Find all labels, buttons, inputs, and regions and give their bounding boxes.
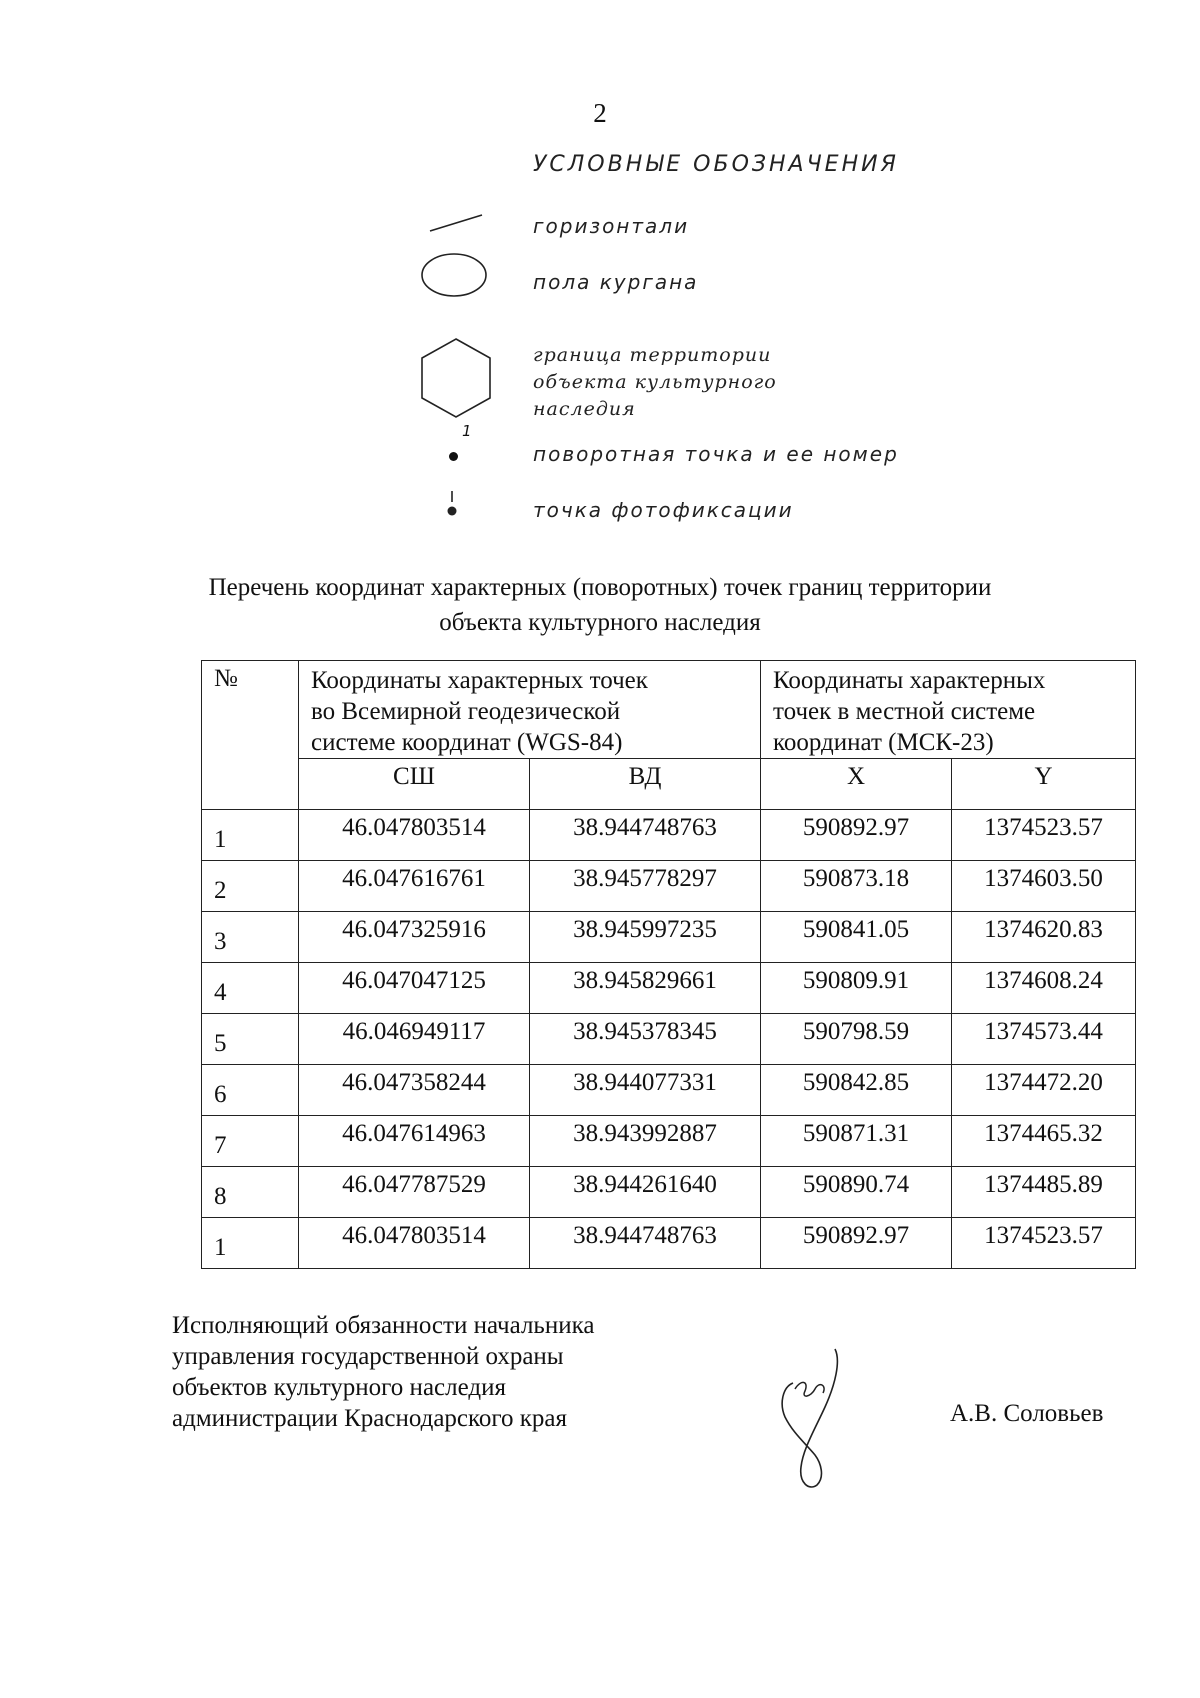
latitude-cell: 46.047616761 [299,861,530,912]
turning-point-number: 1 [462,422,472,440]
legend-title: УСЛОВНЫЕ ОБОЗНАЧЕНИЯ [533,152,899,177]
legend-label-boundary-line: наследия [533,398,636,420]
latitude-cell: 46.047325916 [299,912,530,963]
table-row [202,1167,1136,1218]
hexagon-icon [418,336,494,420]
header-wgs84-line: Координаты характерных точек [311,667,648,694]
turning-point-icon [444,422,474,472]
x-cell: 590890.74 [761,1167,952,1218]
longitude-cell: 38.945829661 [530,963,761,1014]
header-msk23-line: точек в местной системе [773,698,1036,725]
x-cell: 590892.97 [761,810,952,861]
x-cell: 590798.59 [761,1014,952,1065]
legend-label-boundary [533,342,777,423]
table-row [202,1014,1136,1065]
legend-label-boundary-line: граница территории [533,344,772,366]
x-cell: 590842.85 [761,1065,952,1116]
contour-line-icon [428,212,484,234]
signatory-name: А.В. Соловьев [950,1400,1104,1427]
page-number: 2 [593,98,607,128]
x-cell: 590873.18 [761,861,952,912]
photo-point-icon [442,488,462,522]
signatory-position-line: администрации Краснодарского края [172,1405,568,1432]
list-title-line: объекта культурного наследия [439,609,761,636]
y-cell: 1374485.89 [952,1167,1136,1218]
table-row [202,912,1136,963]
y-cell: 1374523.57 [952,1218,1136,1269]
table-row [202,1218,1136,1269]
coordinates-table [201,660,1136,1269]
x-cell: 590892.97 [761,1218,952,1269]
longitude-cell: 38.943992887 [530,1116,761,1167]
row-number: 8 [202,1167,299,1218]
latitude-cell: 46.047803514 [299,810,530,861]
longitude-cell: 38.944077331 [530,1065,761,1116]
longitude-cell: 38.944748763 [530,810,761,861]
row-number: 2 [202,861,299,912]
longitude-cell: 38.945778297 [530,861,761,912]
y-cell: 1374465.32 [952,1116,1136,1167]
turning-point-dot [449,452,458,461]
row-number: 3 [202,912,299,963]
table-row [202,963,1136,1014]
table-header-row [202,661,1136,759]
latitude-cell: 46.047614963 [299,1116,530,1167]
y-cell: 1374472.20 [952,1065,1136,1116]
header-x: X [761,759,952,810]
row-number: 5 [202,1014,299,1065]
signatory-position-line: управления государственной охраны [172,1343,564,1370]
row-number: 7 [202,1116,299,1167]
y-cell: 1374603.50 [952,861,1136,912]
table-subheader-row [202,759,1136,810]
list-title-line: Перечень координат характерных (поворотных) точек границ территории [208,574,992,601]
latitude-cell: 46.047358244 [299,1065,530,1116]
y-cell: 1374620.83 [952,912,1136,963]
table-row [202,1065,1136,1116]
row-number: 6 [202,1065,299,1116]
signatory-position-line: Исполняющий обязанности начальника [172,1312,595,1339]
table-row [202,1116,1136,1167]
header-latitude: СШ [299,759,530,810]
row-number: 4 [202,963,299,1014]
latitude-cell: 46.047803514 [299,1218,530,1269]
latitude-cell: 46.047047125 [299,963,530,1014]
legend-label-contours: горизонтали [533,214,690,238]
header-wgs84-line: системе координат (WGS-84) [311,729,623,756]
ellipse-icon [418,250,490,300]
header-number: № [202,661,299,810]
header-msk23-line: Координаты характерных [773,667,1046,694]
row-number: 1 [202,1218,299,1269]
header-longitude: ВД [530,759,761,810]
coordinates-list-title [0,570,1200,640]
latitude-cell: 46.047787529 [299,1167,530,1218]
legend-label-photo-point: точка фотофиксации [533,498,794,522]
x-cell: 590809.91 [761,963,952,1014]
latitude-cell: 46.046949117 [299,1014,530,1065]
y-cell: 1374523.57 [952,810,1136,861]
longitude-cell: 38.945378345 [530,1014,761,1065]
handwritten-signature [775,1345,885,1495]
table-row [202,810,1136,861]
y-cell: 1374573.44 [952,1014,1136,1065]
header-msk23 [761,661,1136,759]
row-number: 1 [202,810,299,861]
x-cell: 590871.31 [761,1116,952,1167]
longitude-cell: 38.944748763 [530,1218,761,1269]
legend-label-mound: пола кургана [533,270,699,294]
legend-label-boundary-line: объекта культурного [533,371,777,393]
longitude-cell: 38.945997235 [530,912,761,963]
header-y: Y [952,759,1136,810]
header-wgs84 [299,661,761,759]
y-cell: 1374608.24 [952,963,1136,1014]
table-row [202,861,1136,912]
longitude-cell: 38.944261640 [530,1167,761,1218]
x-cell: 590841.05 [761,912,952,963]
signatory-position-line: объектов культурного наследия [172,1374,506,1401]
header-msk23-line: координат (МСК-23) [773,729,994,756]
signatory-position [172,1310,594,1434]
header-wgs84-line: во Всемирной геодезической [311,698,621,725]
legend-label-turning-point: поворотная точка и ее номер [533,442,899,466]
